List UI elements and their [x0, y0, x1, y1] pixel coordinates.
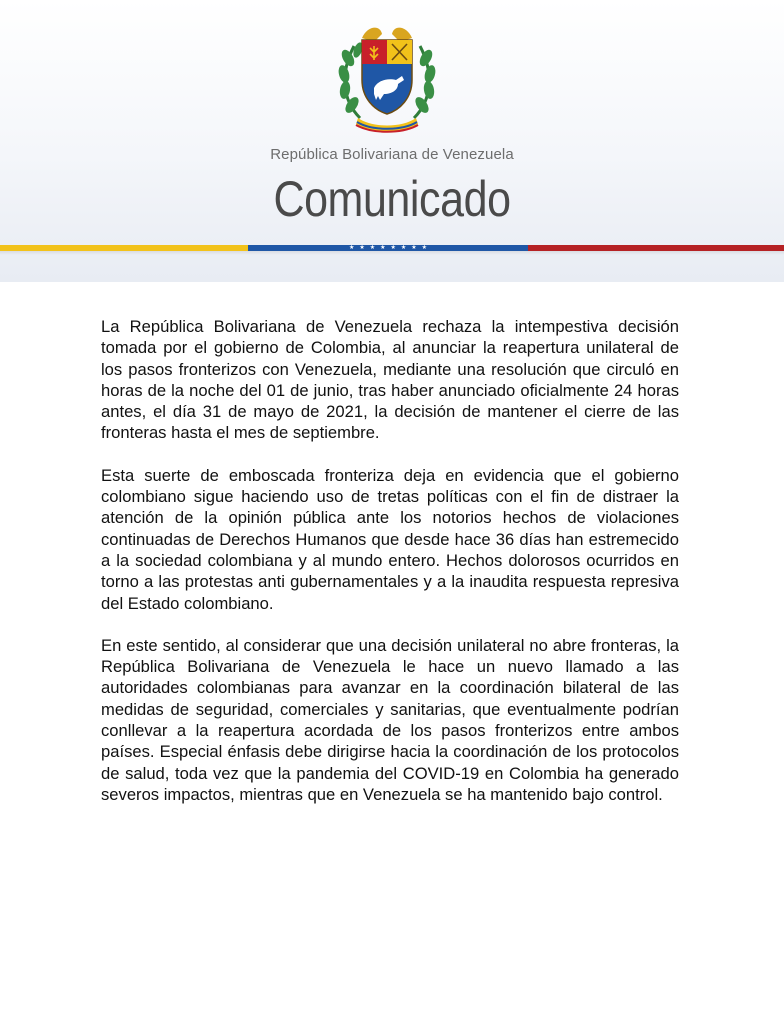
coat-of-arms-icon	[332, 18, 442, 138]
star-icon: ★	[421, 245, 428, 251]
star-icon: ★	[380, 245, 386, 251]
letterhead	[0, 0, 784, 282]
star-icon: ★	[348, 245, 355, 251]
paragraph: La República Bolivariana de Venezuela rechaza la intempestiva decisión tomada por el gobierno de Colombia, al anunciar la reapertura unilateral de los pasos fronterizos con Venezuela, mediante una resolución que circuló en horas de la noche del 01 de junio, tras haber anunciado oficialmente 24 horas antes, el día 31 de mayo de 2021, la decisión de mantener el cierre de las fronteras hasta el mes de septiembre.	[101, 317, 679, 443]
star-icon: ★	[400, 245, 407, 251]
star-icon: ★	[411, 245, 417, 251]
star-icon: ★	[369, 245, 376, 251]
paragraph: Esta suerte de emboscada fronteriza deja en evidencia que el gobierno colombiano sigue haciendo uso de tretas políticas con el fin de distraer la atención de la opinión pública ante los notorios hechos de violaciones continuadas de Derechos Humanos que desde hace 36 días han estremecido a la sociedad colombiana y al mundo entero. Hechos dolorosos ocurridos en torno a las protestas anti gubernamentales y a la inaudita respuesta represiva del Estado colombiano.	[101, 465, 679, 613]
stripe-shadow	[0, 251, 784, 255]
republic-name: República Bolivariana de Venezuela	[270, 146, 514, 163]
star-icon: ★	[359, 245, 365, 251]
star-icon: ★	[390, 245, 396, 251]
document-title: Comunicado	[273, 171, 511, 227]
statement-body	[101, 316, 679, 826]
paragraph: En este sentido, al considerar que una decisión unilateral no abre fronteras, la República Bolivariana de Venezuela le hace un nuevo llamado a las autoridades colombianas para avanzar en la coordinación bilateral de las medidas de seguridad, comerciales y sanitarias, que eventualmente podrían conllevar a la reapertura acordada de los pasos fronterizos entre ambos países. Especial énfasis debe dirigirse hacia la coordinación de los protocolos de salud, toda vez que la pandemia del COVID-19 en Colombia ha generado severos impactos, mientras que en Venezuela se ha mantenido bajo control.	[101, 635, 679, 804]
